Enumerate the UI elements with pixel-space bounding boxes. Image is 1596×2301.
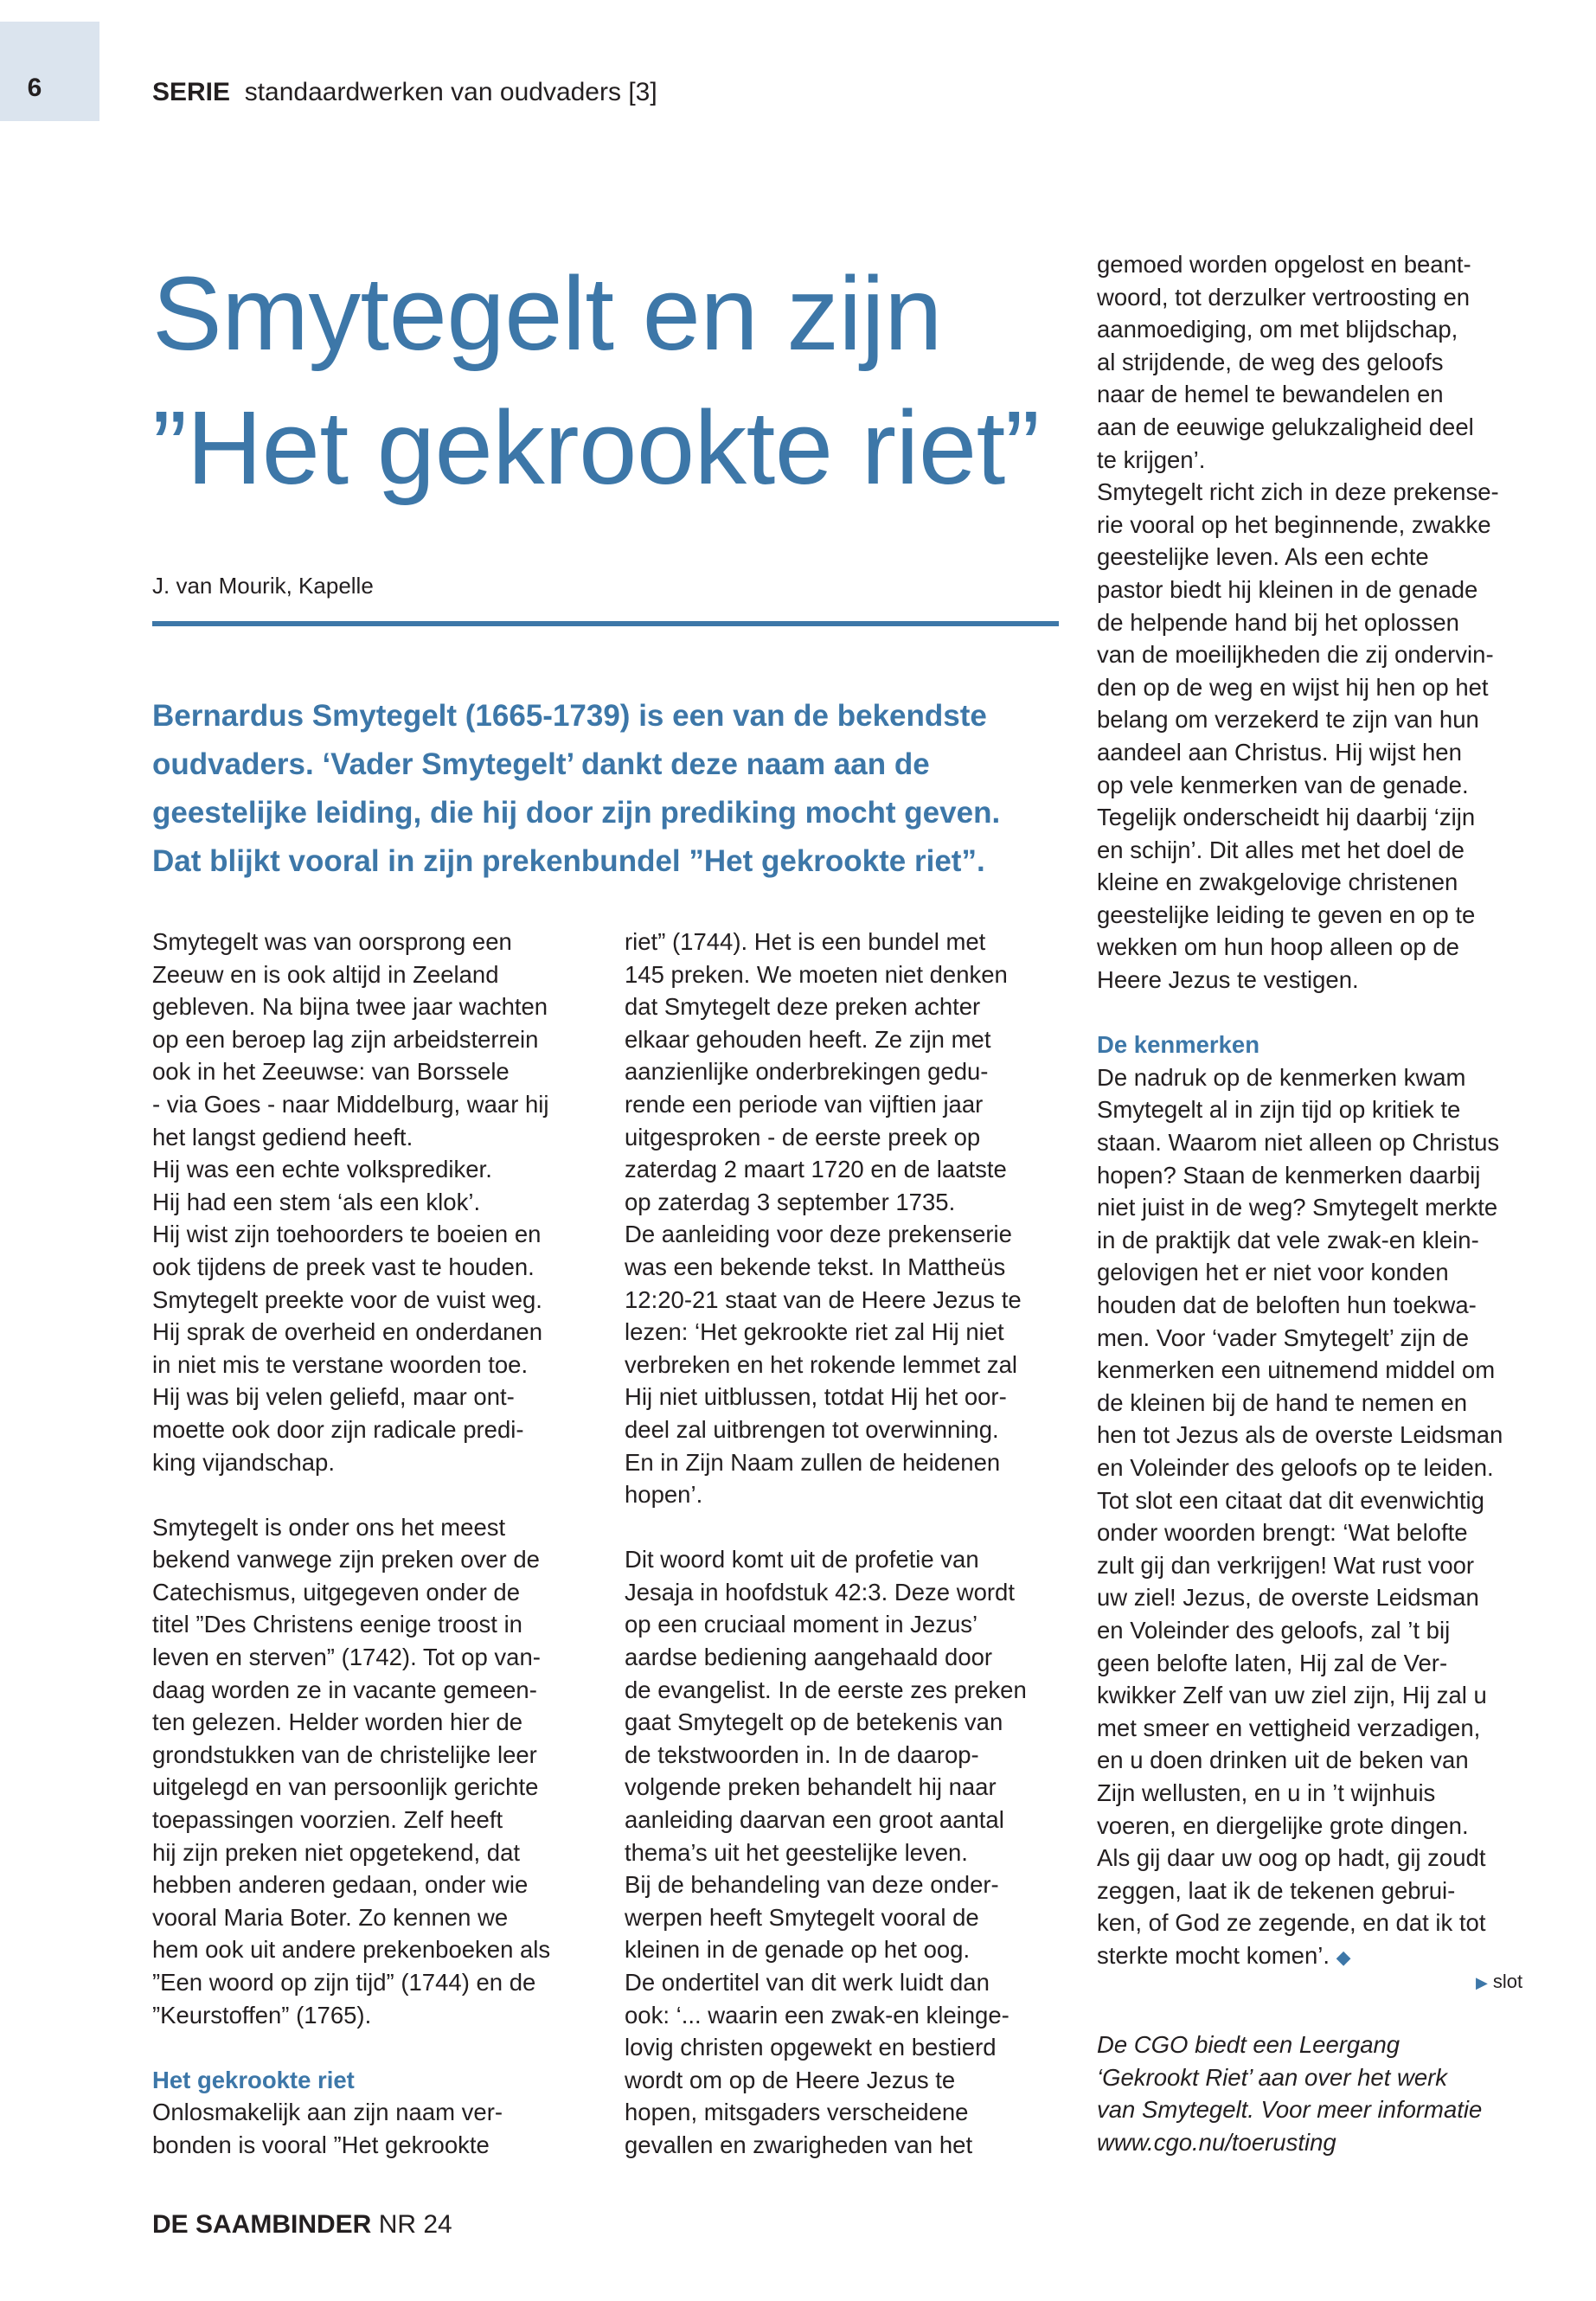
text-line xyxy=(1097,1939,1547,1972)
text-line: de helpende hand bij het oplossen xyxy=(1097,608,1459,636)
text-line: - via Goes - naar Middelburg, waar hij xyxy=(152,1090,549,1118)
text-line: Bij de behandeling van deze onder- xyxy=(625,1871,999,1899)
page-number-tab xyxy=(0,22,99,121)
text-line: ”Een woord op zijn tijd” (1744) en de xyxy=(152,1969,536,1996)
end-mark-icon: ◆ xyxy=(1336,1945,1351,1968)
text-line: grondstukken van de christelijke leer xyxy=(152,1740,537,1768)
text-line: ten gelezen. Helder worden hier de xyxy=(152,1708,523,1736)
lead-line: oudvaders. ‘Vader Smytegelt’ dankt deze naam aan de xyxy=(152,747,930,781)
text-line: zeggen, laat ik de tekenen gebrui- xyxy=(1097,1876,1456,1904)
text-line: hen tot Jezus als de overste Leidsman xyxy=(1097,1421,1503,1449)
text-line: op vele kenmerken van de genade. xyxy=(1097,771,1469,798)
text-line: en schijn’. Dit alles met het doel de xyxy=(1097,836,1465,863)
text-line: Smytegelt is onder ons het meest xyxy=(152,1513,506,1541)
text-line: wordt om op de Heere Jezus te xyxy=(625,2066,956,2093)
paragraph-gap xyxy=(152,1478,602,1511)
text-line: de evangelist. In de eerste zes preken xyxy=(625,1676,1027,1703)
text-line: de kleinen bij de hand te nemen en xyxy=(1097,1388,1468,1416)
paragraph xyxy=(152,2096,602,2161)
text-line: Smytegelt al in zijn tijd op kritiek te xyxy=(1097,1096,1461,1124)
text-line: Hij wist zijn toehoorders te boeien en xyxy=(152,1221,542,1248)
text-line: gaat Smytegelt op de betekenis van xyxy=(625,1708,1003,1736)
author-byline: J. van Mourik, Kapelle xyxy=(152,573,374,599)
paragraph xyxy=(152,1511,602,2032)
body-column-3 xyxy=(1097,248,1547,1971)
lead-line: Dat blijkt vooral in zijn prekenbundel ”Het gekrookte riet”. xyxy=(152,844,985,878)
text-line: geestelijke leiding te geven en op te xyxy=(1097,901,1476,928)
paragraph xyxy=(625,1543,1066,2161)
text-line: al strijdende, de weg des geloofs xyxy=(1097,348,1444,375)
text-line: 145 preken. We moeten niet denken xyxy=(625,960,1008,988)
text-line: Hij sprak de overheid en onderdanen xyxy=(152,1318,542,1346)
text-line: en Voleinder des geloofs, zal ’t bij xyxy=(1097,1616,1451,1644)
paragraph-gap xyxy=(152,2031,602,2064)
text-line: hopen’. xyxy=(625,1481,703,1509)
paragraph xyxy=(152,926,602,1478)
text-line: was een bekende tekst. In Mattheüs xyxy=(625,1253,1006,1280)
text-line: op een cruciaal moment in Jezus’ xyxy=(625,1611,978,1638)
text-line: gebleven. Na bijna twee jaar wachten xyxy=(152,993,548,1021)
text-line: Heere Jezus te vestigen. xyxy=(1097,966,1359,994)
text-line: kleine en zwakgelovige christenen xyxy=(1097,868,1458,896)
text-line: rende een periode van vijftien jaar xyxy=(625,1090,984,1118)
text-line: op zaterdag 3 september 1735. xyxy=(625,1188,956,1215)
text-line: vooral Maria Boter. Zo kennen we xyxy=(152,1903,509,1931)
text-line: pastor biedt hij kleinen in de genade xyxy=(1097,575,1478,603)
paragraph-gap xyxy=(625,1511,1066,1544)
subheading-de-kenmerken: De kenmerken xyxy=(1097,1031,1260,1059)
text-line: Hij niet uitblussen, totdat Hij het oor- xyxy=(625,1383,1007,1411)
text-line: naar de hemel te bewandelen en xyxy=(1097,381,1444,408)
text-line: Onlosmakelijk aan zijn naam ver- xyxy=(152,2099,503,2126)
text-line: Smytegelt richt zich in deze prekense- xyxy=(1097,478,1499,506)
text-line: Hij was een echte volksprediker. xyxy=(152,1156,492,1183)
text-line: De nadruk op de kenmerken kwam xyxy=(1097,1063,1466,1091)
text-line: Smytegelt preekte voor de vuist weg. xyxy=(152,1285,542,1313)
text-line: den op de weg en wijst hij hen op het xyxy=(1097,673,1489,701)
text-line: en u doen drinken uit de beken van xyxy=(1097,1747,1469,1774)
text-line: uw ziel! Jezus, de overste Leidsman xyxy=(1097,1584,1479,1612)
lead-line: geestelijke leiding, die hij door zijn prediking mocht geven. xyxy=(152,796,1001,830)
course-note xyxy=(1097,2029,1547,2158)
text-line: Jesaja in hoofdstuk 42:3. Deze wordt xyxy=(625,1578,1015,1606)
body-column-1 xyxy=(152,926,602,2162)
text-line: hopen? Staan de kenmerken daarbij xyxy=(1097,1161,1481,1189)
text-line: 12:20-21 staat van de Heere Jezus te xyxy=(625,1285,1022,1313)
paragraph xyxy=(1097,248,1547,997)
text-line: aan de eeuwige gelukzaligheid deel xyxy=(1097,413,1474,440)
note-line: De CGO biedt een Leergang xyxy=(1097,2031,1401,2058)
section-label: SERIE xyxy=(152,78,231,106)
subheading-het-gekrookte-riet: Het gekrookte riet xyxy=(152,2066,355,2093)
continuation-marker xyxy=(1476,1971,1522,1993)
text-line: De aanleiding voor deze prekenserie xyxy=(625,1221,1012,1248)
lead-line: Bernardus Smytegelt (1665-1739) is een van de bekendste xyxy=(152,699,987,733)
text-line: staan. Waarom niet alleen op Christus xyxy=(1097,1129,1500,1157)
title-line: ”Het gekrookte riet” xyxy=(152,388,1040,506)
text-line: Dit woord komt uit de profetie van xyxy=(625,1546,979,1574)
text-line: ook in het Zeeuwse: van Borssele xyxy=(152,1058,510,1086)
text-line: elkaar gehouden heeft. Ze zijn met xyxy=(625,1025,991,1053)
text-line: Tegelijk onderscheidt hij daarbij ‘zijn xyxy=(1097,804,1476,831)
note-line: van Smytegelt. Voor meer informatie xyxy=(1097,2096,1483,2124)
text-line: en Voleinder des geloofs op te leiden. xyxy=(1097,1453,1494,1481)
text-line: van de moeilijkheden die zij ondervin- xyxy=(1097,641,1494,669)
text-line: Catechismus, uitgegeven onder de xyxy=(152,1578,520,1606)
text-line: aandeel aan Christus. Hij wijst hen xyxy=(1097,738,1462,766)
text-line: hem ook uit andere prekenboeken als xyxy=(152,1936,551,1964)
page-number: 6 xyxy=(27,74,42,102)
note-line: www.cgo.nu/toerusting xyxy=(1097,2128,1336,2156)
text-line: Tot slot een citaat dat dit evenwichtig xyxy=(1097,1486,1484,1514)
text-line: houden dat de beloften hun toekwa- xyxy=(1097,1292,1477,1318)
magazine-name: DE SAAMBINDER xyxy=(152,2210,372,2239)
text-line: zaterdag 2 maart 1720 en de laatste xyxy=(625,1156,1007,1183)
lead-paragraph xyxy=(152,692,1069,886)
text-line: ook: ‘... waarin een zwak-en kleinge- xyxy=(625,2001,1010,2029)
text-line: volgende preken behandelt hij naar xyxy=(625,1773,997,1801)
text-line: niet juist in de weg? Smytegelt merkte xyxy=(1097,1194,1498,1221)
article-title xyxy=(152,247,1086,515)
issue-number: NR 24 xyxy=(378,2210,452,2239)
paragraph xyxy=(1097,1061,1547,1972)
text-line: hopen, mitsgaders verscheidene xyxy=(625,2099,969,2126)
text-line: Zeeuw en is ook altijd in Zeeland xyxy=(152,960,499,988)
text-line: zult gij dan verkrijgen! Wat rust voor xyxy=(1097,1551,1475,1579)
text-line: ”Keurstoffen” (1765). xyxy=(152,2001,372,2029)
text-line: in de praktijk dat vele zwak-en klein- xyxy=(1097,1226,1479,1253)
text-line: aanzienlijke onderbrekingen gedu- xyxy=(625,1058,989,1086)
text-line: lezen: ‘Het gekrookte riet zal Hij niet xyxy=(625,1318,1004,1346)
text-line: belang om verzekerd te zijn van hun xyxy=(1097,706,1479,734)
body-column-2 xyxy=(625,926,1066,2162)
text-line: Smytegelt was van oorsprong een xyxy=(152,928,512,955)
text-line: toepassingen voorzien. Zelf heeft xyxy=(152,1806,503,1834)
text-line: uitgesproken - de eerste preek op xyxy=(625,1123,981,1150)
text-line: hij zijn preken niet opgetekend, dat xyxy=(152,1838,521,1866)
text-line: En in Zijn Naam zullen de heidenen xyxy=(625,1448,1001,1476)
text-line: De ondertitel van dit werk luidt dan xyxy=(625,1969,990,1996)
text-line: voeren, en diergelijke grote dingen. xyxy=(1097,1811,1469,1839)
paragraph xyxy=(625,926,1066,1511)
text-line: Hij was bij velen geliefd, maar ont- xyxy=(152,1383,515,1411)
text-line: king vijandschap. xyxy=(152,1448,335,1476)
text-line: thema’s uit het geestelijke leven. xyxy=(625,1838,968,1866)
text-line: rie vooral op het beginnende, zwakke xyxy=(1097,510,1491,538)
text-line: Zijn wellusten, en u in ’t wijnhuis xyxy=(1097,1779,1436,1806)
text-line: kwikker Zelf van uw ziel zijn, Hij zal u xyxy=(1097,1682,1487,1709)
section-title: standaardwerken van oudvaders [3] xyxy=(244,78,657,106)
text-line: hebben anderen gedaan, onder wie xyxy=(152,1871,529,1899)
text-line: ook tijdens de preek vast te houden. xyxy=(152,1253,535,1280)
text-line: te krijgen’. xyxy=(1097,445,1206,473)
text-line: moette ook door zijn radicale predi- xyxy=(152,1415,524,1443)
text-line-content: sterkte mocht komen’. xyxy=(1097,1941,1330,1969)
continuation-label: slot xyxy=(1492,1971,1523,1992)
text-line: titel ”Des Christens eenige troost in xyxy=(152,1611,522,1638)
note-line: ‘Gekrookt Riet’ aan over het werk xyxy=(1097,2063,1448,2091)
text-line: gevallen en zwarigheden van het xyxy=(625,2131,973,2158)
text-line: met smeer en vettigheid verzadigen, xyxy=(1097,1714,1481,1741)
title-line: Smytegelt en zijn xyxy=(152,254,942,372)
text-line: werpen heeft Smytegelt vooral de xyxy=(625,1903,979,1931)
text-line: op een beroep lag zijn arbeidsterrein xyxy=(152,1025,539,1053)
triangle-right-icon: ▶ xyxy=(1476,1974,1488,1991)
text-line: Hij had een stem ‘als een klok’. xyxy=(152,1188,481,1215)
text-line: aardse bediening aangehaald door xyxy=(625,1644,993,1671)
text-line: uitgelegd en van persoonlijk gerichte xyxy=(152,1773,539,1801)
running-header xyxy=(152,78,657,107)
text-line: lovig christen opgewekt en bestierd xyxy=(625,2034,997,2061)
text-line: kenmerken een uitnemend middel om xyxy=(1097,1356,1496,1384)
text-line: bonden is vooral ”Het gekrookte xyxy=(152,2131,490,2158)
text-line: het langst gediend heeft. xyxy=(152,1123,413,1150)
text-line: aanleiding daarvan een groot aantal xyxy=(625,1806,1004,1834)
paragraph-gap xyxy=(1097,997,1547,1029)
text-line: geestelijke leven. Als een echte xyxy=(1097,543,1429,571)
text-line: woord, tot derzulker vertroosting en xyxy=(1097,283,1471,311)
text-line: kleinen in de genade op het oog. xyxy=(625,1936,971,1964)
text-line: riet” (1744). Het is een bundel met xyxy=(625,928,986,955)
text-line: verbreken en het rokende lemmet zal xyxy=(625,1350,1017,1378)
magazine-footer xyxy=(152,2210,452,2240)
text-line: gemoed worden opgelost en beant- xyxy=(1097,251,1471,278)
text-line: men. Voor ‘vader Smytegelt’ zijn de xyxy=(1097,1324,1470,1351)
text-line: bekend vanwege zijn preken over de xyxy=(152,1546,540,1574)
text-line: de tekstwoorden in. In de daarop- xyxy=(625,1740,979,1768)
text-line: deel zal uitbrengen tot overwinning. xyxy=(625,1415,999,1443)
text-line: ken, of God ze zegende, en dat ik tot xyxy=(1097,1909,1486,1937)
text-line: Als gij daar uw oog op hadt, gij zoudt xyxy=(1097,1844,1486,1872)
text-line: in niet mis te verstane woorden toe. xyxy=(152,1350,529,1378)
text-line: leven en sterven” (1742). Tot op van- xyxy=(152,1644,541,1671)
text-line: daag worden ze in vacante gemeen- xyxy=(152,1676,537,1703)
text-line: gelovigen het er niet voor konden xyxy=(1097,1259,1449,1286)
text-line: wekken om hun hoop alleen op de xyxy=(1097,933,1459,961)
text-line: onder woorden brengt: ‘Wat belofte xyxy=(1097,1519,1468,1547)
title-divider xyxy=(152,621,1059,626)
text-line: geen belofte laten, Hij zal de Ver- xyxy=(1097,1649,1448,1676)
text-line: aanmoediging, om met blijdschap, xyxy=(1097,316,1458,343)
text-line: dat Smytegelt deze preken achter xyxy=(625,993,981,1021)
